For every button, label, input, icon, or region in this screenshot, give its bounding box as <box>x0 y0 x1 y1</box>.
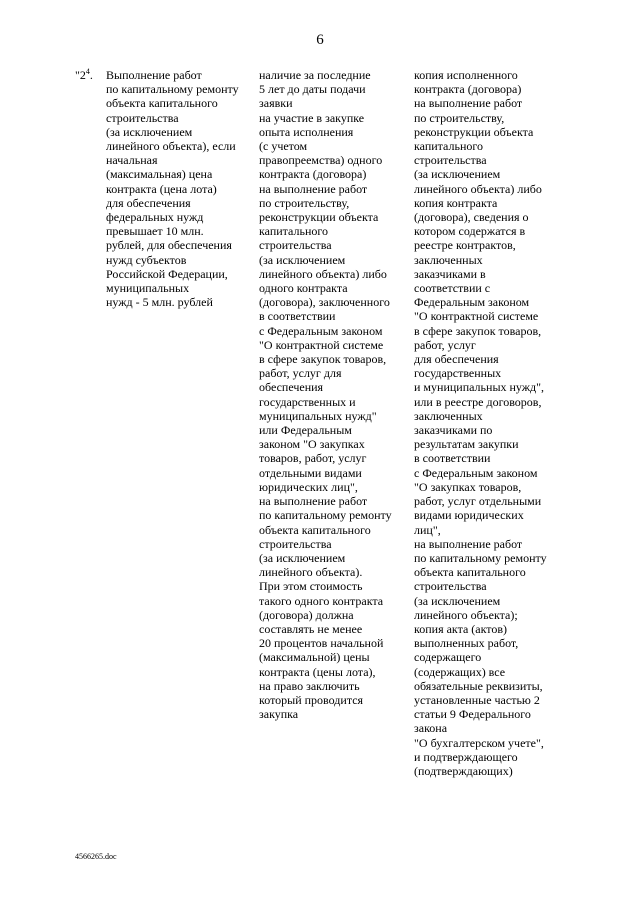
page-number: 6 <box>316 32 324 48</box>
item-number-suffix: . <box>89 68 93 82</box>
requirement-column: наличие за последние 5 лет до даты подачи заявки на участие в закупке опыта исполнения (с учетом правопреемства) одного контракта (договора) на выполнение работ по строительству, реконструкции объекта капитального строительства (за исключением линейного объекта) либо одного контракта (договора), заключенного в соответствии с Федеральным законом "О контрактной системе в сфере закупок товаров, работ, услуг для обеспечения государственных и муниципальных нужд" или Федеральным законом "О закупках товаров, работ, услуг отдельными видами юридических лиц", на выполнение работ по капитальному ремонту объекта капитального строительства (за исключением линейного объекта). При этом стоимость такого одного контракта (договора) должна составлять не менее 20 процентов начальной (максимальной) цены контракта (цены лота), на право заключить который проводится закупка <box>259 68 392 722</box>
item-number-prefix: "2 <box>75 68 86 82</box>
confirming-documents-column: копия исполненного контракта (договора) на выполнение работ по строительству, реконструкции объекта капитального строительства (за исключением линейного объекта) либо копия контракта (договора), сведения о котором содержатся в реестре контрактов, заключенных заказчиками в соответствии с Федеральным законом "О контрактной системе в сфере закупок товаров, работ, услуг для обеспечения государственных и муниципальных нужд", или в реестре договоров, заключенных заказчиками по результатам закупки в соответствии с Федеральным законом "О закупках товаров, работ, услуг отдельными видами юридических лиц", на выполнение работ по капитальному ремонту объекта капитального строительства (за исключением линейного объекта); копия акта (актов) выполненных работ, содержащего (содержащих) все обязательные реквизиты, установленные частью 2 статьи 9 Федерального закона "О бухгалтерском учете", и подтверждающего (подтверждающих) <box>414 68 547 778</box>
work-description-column: Выполнение работ по капитальному ремонту объекта капитального строительства (за исключением линейного объекта), если начальная (максимальная) цена контракта (цена лота) для обеспечения федеральных нужд превышает 10 млн. рублей, для обеспечения нужд субъектов Российской Федерации, муниципальных нужд - 5 млн. рублей <box>106 68 239 310</box>
item-number <box>75 68 103 82</box>
item-number-superscript: 4 <box>85 67 90 76</box>
document-filename: 4566265.doc <box>75 852 117 861</box>
